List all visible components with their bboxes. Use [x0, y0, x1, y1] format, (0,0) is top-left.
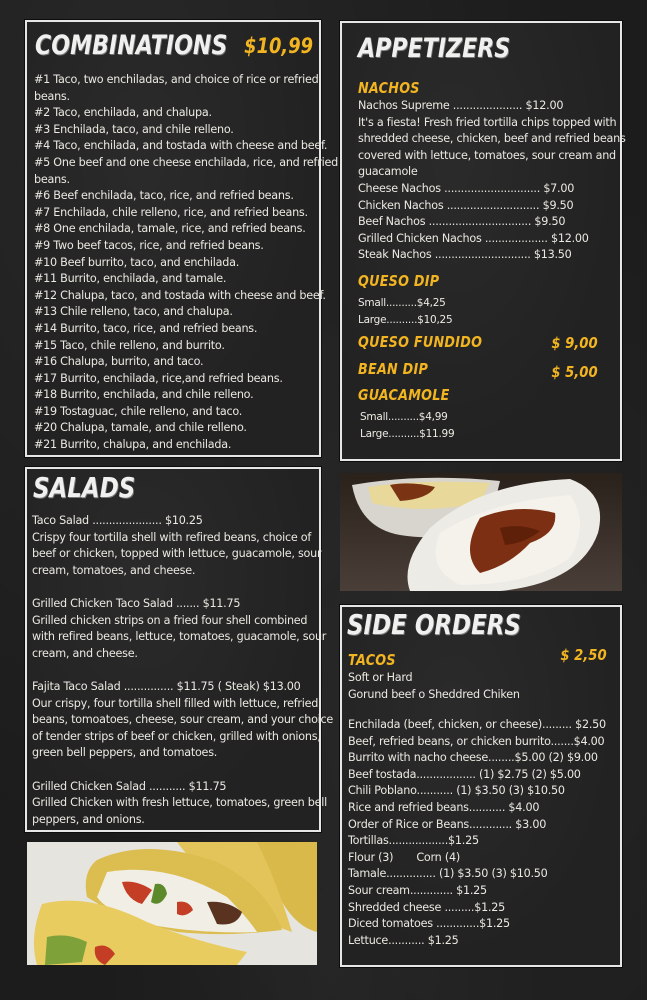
- salads-title: SALADS: [33, 471, 136, 504]
- combo-line: #8 One enchilada, tamale, rice, and refried beans.: [34, 222, 306, 236]
- combo-line: #21 Burrito, chalupa, and enchilada.: [34, 438, 232, 452]
- combo-line: #7 Enchilada, chile relleno, rice, and refried beans.: [34, 205, 308, 219]
- side-order-item: Enchilada (beef, chicken, or cheese)......... $2.50: [348, 718, 606, 731]
- queso-fundido-price: $ 9,00: [551, 334, 598, 352]
- queso-dip-heading: QUESO DIP: [358, 272, 440, 290]
- side-order-item: Tortillas..................$1.25: [348, 834, 479, 848]
- nachos-item: Steak Nachos ............................. $13.50: [358, 248, 572, 262]
- salad-description-line: Our crispy, four tortilla shell filled with lettuce, refried: [32, 696, 319, 710]
- side-order-item: Chili Poblano........... (1) $3.50 (3) $10.50: [348, 784, 565, 798]
- combinations-price: $10,99: [244, 34, 313, 58]
- nachos-item: Grilled Chicken Nachos ................... $12.00: [358, 231, 589, 245]
- guacamole-large: Large..........$11.99: [360, 427, 455, 440]
- side-order-item: Flour (3) Corn (4): [348, 850, 460, 864]
- salads-section: [25, 467, 334, 832]
- salad-description-line: green bell peppers, and tomatoes.: [32, 746, 218, 760]
- side-order-item: Lettuce........... $1.25: [348, 933, 459, 947]
- side-order-item: Tamale............... (1) $3.50 (3) $10.50: [348, 867, 548, 881]
- salad-name: Fajita Taco Salad ............... $11.75 ( Steak) $13.00: [32, 679, 301, 693]
- salad-description-line: beef or chicken, topped with lettuce, guacamole, sour: [32, 547, 322, 561]
- side-orders-section: [340, 605, 622, 967]
- nachos-list: [358, 98, 626, 264]
- combo-line: #13 Chile relleno, taco, and chalupa.: [34, 305, 233, 319]
- combo-line: #1 Taco, two enchiladas, and choice of rice or refried: [34, 73, 319, 86]
- salad-description-line: of tender strips of beef or chicken, grilled with onions,: [32, 729, 321, 743]
- nachos-description-line: shredded cheese, chicken, beef and refried beans: [358, 132, 626, 146]
- side-orders-title: SIDE ORDERS: [347, 608, 521, 641]
- combo-line: #17 Burrito, enchilada, rice,and refried beans.: [34, 371, 283, 385]
- combo-line: #12 Chalupa, taco, and tostada with cheese and beef.: [34, 288, 326, 302]
- side-order-item: Shredded cheese .........$1.25: [348, 900, 505, 914]
- salad-description-line: cream, tomatoes, and cheese.: [32, 563, 196, 577]
- side-order-item: Burrito with nacho cheese........$5.00 (2) $9.00: [348, 751, 598, 765]
- combo-line: #15 Taco, chile relleno, and burrito.: [34, 338, 225, 352]
- nachos-description-line: It's a fiesta! Fresh fried tortilla chips topped with: [358, 115, 617, 129]
- salads-list: [32, 513, 334, 828]
- combinations-section: [25, 20, 338, 457]
- salad-description-line: peppers, and onions.: [32, 812, 145, 826]
- combo-line: #11 Burrito, enchilada, and tamale.: [34, 272, 227, 286]
- nachos-heading: NACHOS: [358, 79, 420, 97]
- combinations-title: COMBINATIONS: [35, 30, 228, 61]
- tacos-price: $ 2,50: [560, 646, 607, 664]
- combinations-list: [34, 72, 338, 454]
- combo-line: #10 Beef burrito, taco, and enchilada.: [34, 255, 240, 269]
- queso-fundido-heading: QUESO FUNDIDO: [358, 333, 483, 351]
- appetizers-section: [340, 21, 626, 461]
- guacamole-heading: GUACAMOLE: [358, 386, 450, 404]
- combo-line: #2 Taco, enchilada, and chalupa.: [34, 106, 212, 120]
- side-order-item: Sour cream............. $1.25: [348, 883, 487, 897]
- salad-description-line: Grilled Chicken with fresh lettuce, tomatoes, green bell: [32, 796, 327, 810]
- side-order-item: Diced tomatoes .............$1.25: [348, 917, 510, 931]
- tacos-filling-options: Gorund beef o Sheddred Chiken: [348, 687, 520, 701]
- salad-description-line: with refired beans, lettuce, tomatoes, guacamole, sour: [32, 630, 327, 644]
- combo-line: #5 One beef and one cheese enchilada, rice, and refried: [34, 155, 338, 169]
- salad-description-line: cream, and cheese.: [32, 646, 138, 660]
- tacos-heading: TACOS: [348, 651, 396, 669]
- combo-line: #3 Enchilada, taco, and chile relleno.: [34, 122, 234, 136]
- salad-description-line: Grilled chicken strips on a fried four shell combined: [32, 613, 308, 627]
- combo-line: #9 Two beef tacos, rice, and refried beans.: [34, 238, 264, 252]
- combo-line: #16 Chalupa, burrito, and taco.: [34, 355, 204, 369]
- queso-dip-list: [358, 295, 452, 328]
- guacamole-list: [360, 409, 454, 442]
- combo-line: beans.: [34, 172, 70, 186]
- combo-line: #19 Tostaguac, chile relleno, and taco.: [34, 404, 243, 418]
- nachos-bowls-photo: [340, 473, 622, 591]
- queso-dip-large: Large..........$10,25: [358, 313, 453, 326]
- salad-description-line: Crispy four tortilla shell with refired beans, choice of: [32, 530, 312, 544]
- queso-dip-small: Small..........$4,25: [358, 297, 446, 309]
- combo-line: #20 Chalupa, tamale, and chile relleno.: [34, 421, 247, 435]
- salad-name: Grilled Chicken Salad ........... $11.75: [32, 779, 227, 793]
- combo-line: beans.: [34, 89, 70, 103]
- bean-dip-heading: BEAN DIP: [358, 360, 429, 378]
- tacos-image: [27, 842, 317, 965]
- nachos-item: Cheese Nachos ............................. $7.00: [358, 181, 575, 195]
- nachos-supreme: Nachos Supreme ..................... $12.00: [358, 99, 564, 112]
- salad-name: Grilled Chicken Taco Salad ....... $11.75: [32, 596, 241, 610]
- nachos-image: [340, 473, 622, 591]
- nachos-description-line: guacamole: [358, 165, 418, 179]
- salad-name: Taco Salad ..................... $10.25: [32, 514, 203, 527]
- nachos-description-line: covered with lettuce, tomatoes, sour cream and: [358, 148, 616, 162]
- side-order-item: Order of Rice or Beans............. $3.00: [348, 817, 547, 831]
- combo-line: #14 Burrito, taco, rice, and refried beans.: [34, 321, 258, 335]
- tacos-shell-options: Soft or Hard: [348, 671, 413, 684]
- side-order-item: Rice and refried beans........... $4.00: [348, 800, 540, 814]
- combo-line: #4 Taco, enchilada, and tostada with cheese and beef.: [34, 139, 328, 153]
- nachos-item: Beef Nachos ............................... $9.50: [358, 215, 566, 229]
- salad-description-line: beans, tomoatoes, cheese, sour cream, and your choice: [32, 713, 334, 727]
- hard-shell-tacos-photo: [27, 842, 317, 965]
- side-orders-list: [348, 717, 620, 949]
- combo-line: #6 Beef enchilada, taco, rice, and refried beans.: [34, 189, 294, 203]
- guacamole-small: Small..........$4,99: [360, 411, 448, 423]
- appetizers-title: APPETIZERS: [358, 33, 511, 64]
- combo-line: #18 Burrito, enchilada, and chile relleno.: [34, 388, 254, 402]
- bean-dip-price: $ 5,00: [551, 363, 598, 381]
- tacos-info: [348, 670, 618, 703]
- side-order-item: Beef tostada.................. (1) $2.75 (2) $5.00: [348, 767, 581, 781]
- nachos-item: Chicken Nachos ............................ $9.50: [358, 198, 574, 212]
- side-order-item: Beef, refried beans, or chicken burrito.......$4.00: [348, 734, 605, 748]
